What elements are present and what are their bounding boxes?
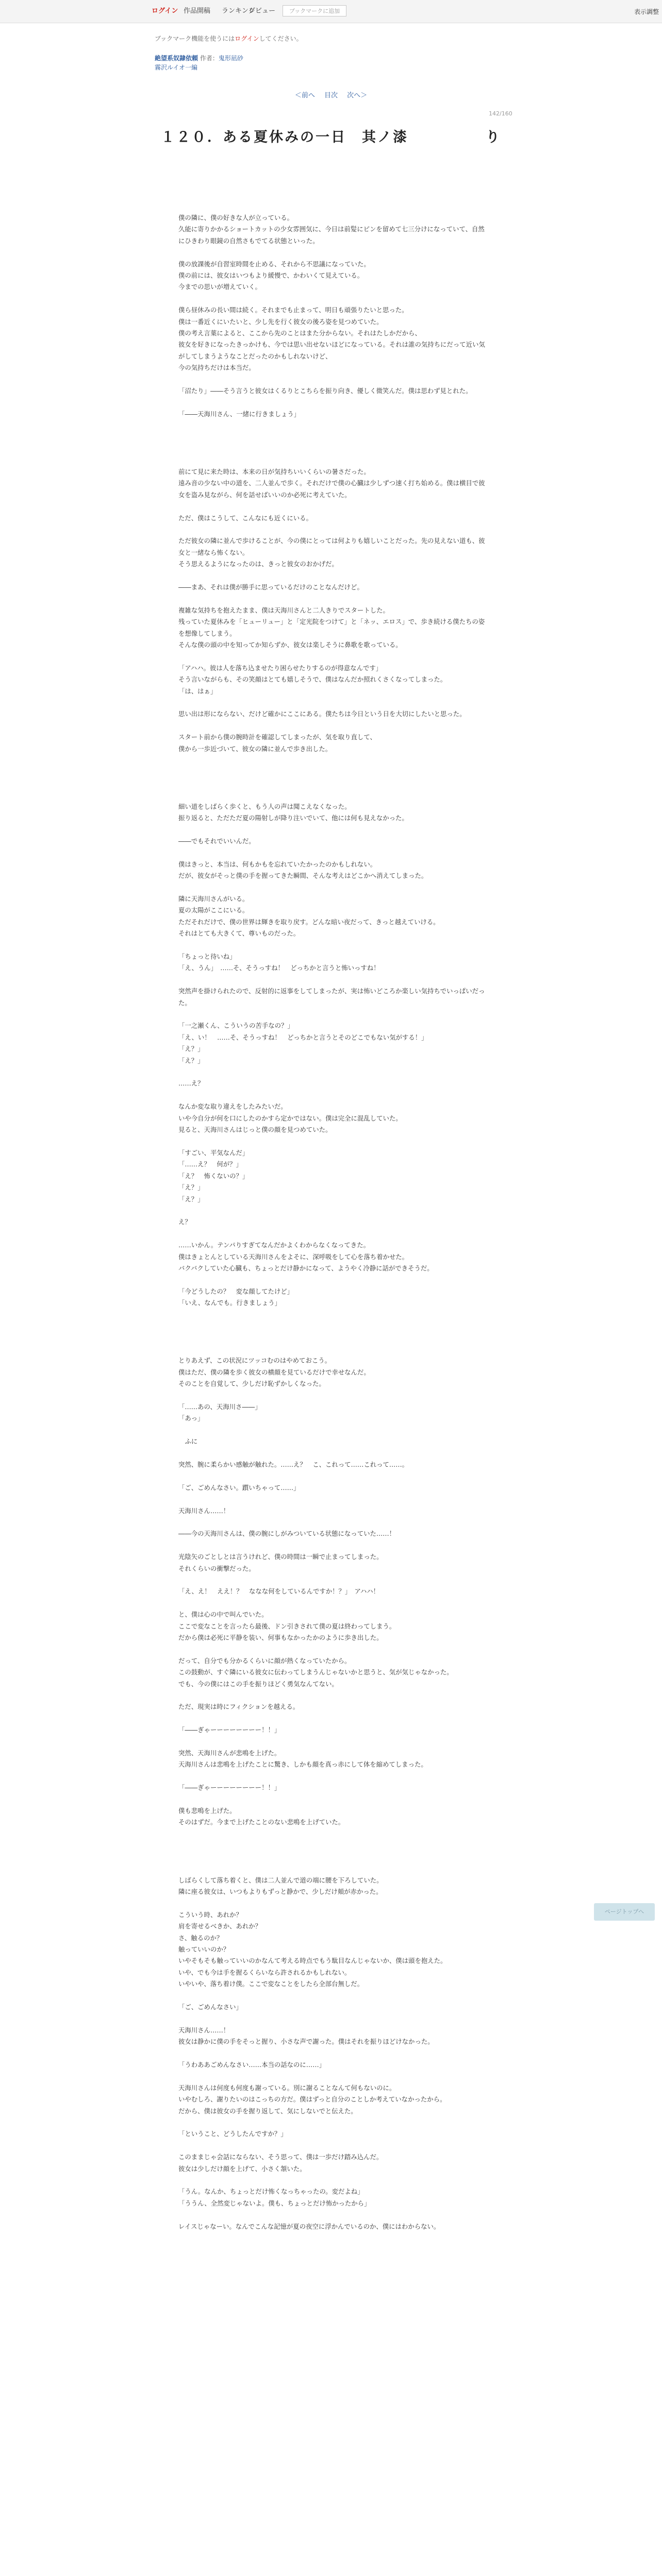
body-line: 「いえ、なんでも。行きましょう」 [178, 1299, 281, 1307]
body-line: だから、僕は彼女の手を握り返して、気にしないでと伝えた。 [178, 2107, 357, 2115]
body-line: 「ちょっと待いね」 [178, 953, 236, 960]
body-line [178, 420, 487, 431]
body-line [178, 1863, 487, 1874]
body-line: 今の気持ちだけは本当だ。 [178, 364, 255, 372]
body-line [178, 1736, 487, 1748]
body-line: 「ううん、全然変じゃないよ。僕も、ちょっとだけ怖かったから」 [178, 2199, 371, 2207]
body-line: 「え？」 [178, 1183, 204, 1192]
body-line: 彼女を好きになったきっかけも、今では思い出せないほどになっている。それは誰の気持ちにだって近い気がしてしまうようなことだったのかもしれないけど、 [178, 341, 485, 360]
body-line [178, 1828, 487, 1840]
notice-text-after: してください。 [259, 35, 303, 42]
body-line [178, 1990, 487, 2002]
body-line [178, 1309, 487, 1320]
body-line: そのことを自覚して、少しだけ恥ずかしくなった。 [178, 1380, 325, 1388]
body-line: それくらいの衝撃だった。 [178, 1564, 255, 1572]
body-line [178, 1598, 487, 1609]
body-line: それはとても大きくて、尊いものだった。 [178, 929, 300, 938]
body-line [178, 2140, 487, 2151]
body-line: 僕の前には、彼女はいつもより緩慢で、かわいくて見えている。 [178, 272, 364, 280]
body-line: ふに [178, 1437, 198, 1446]
body-line: と、僕は心の中で叫んでいた。 [178, 1611, 268, 1619]
body-line: なんか変な取り違えをしたみたいだ。 [178, 1103, 287, 1111]
page-top-tab[interactable]: ページトップへ [594, 1903, 655, 1921]
body-line: 今までの思いが増えていく。 [178, 283, 261, 291]
body-line [178, 1425, 487, 1436]
body-line: 「一之瀬くん、こういうの苦手なの？」 [178, 1022, 294, 1030]
body-line: 「え？」 [178, 1056, 204, 1064]
body-line [178, 2013, 487, 2024]
body-line [178, 1771, 487, 1782]
body-line: この鼓動が、すぐ隣にいる彼女に伝わってしまうんじゃないかと思うと、気が気じゃなかった。 [178, 1668, 453, 1676]
body-line: 僕はきっと、本当は、何もかもを忘れていたかったのかもしれない。 [178, 860, 377, 868]
body-line: ただ、現実は時にフィクションを越える。 [178, 1703, 300, 1711]
body-line: 天海川さん……！ [178, 2026, 230, 2034]
body-line: こういう時、あれか？ [178, 1910, 242, 1919]
body-line: ただ彼女の隣に並んで歩けることが、今の僕にとっては何よりも嬉しいことだった。先の見えない道も、彼女と一緒なら怖くない。 [178, 537, 485, 556]
body-line: 彼女は静かに僕の手をそっと握り、小さな声で謝った。僕はそれを振りほどけなかった。 [178, 2038, 434, 2046]
body-line: 「え？」 [178, 1045, 204, 1053]
body-line: 複雑な気持ちを抱えたまま、僕は天海川さんと二人きりでスタートした。 [178, 606, 389, 614]
body-line: 夏の太陽がここにいる。 [178, 906, 249, 914]
body-line: 久能に寄りかかるショートカットの少女雰囲気に、今日は前髪にピンを留めて七三分けになっていて、自然にひきわり眼鏡の自然さもでてる状態といった。 [178, 225, 485, 245]
body-line: しばらくして落ち着くと、僕は二人並んで道の端に腰を下ろしていた。 [178, 1876, 383, 1884]
body-line [178, 720, 487, 732]
body-line: ……え？ [178, 1079, 204, 1088]
body-line: 「え、うん」 ……そ、そうっすね！ どっちかと言うと怖いっすね！ [178, 964, 380, 972]
body-line [178, 767, 487, 778]
novel-body-text [178, 212, 487, 2232]
body-line: 思い出は形にならない、だけど確かにここにある。僕たちは今日という日を大切にしたいと思った。 [178, 710, 466, 718]
body-line [178, 374, 487, 385]
body-line: ここで変なことを言ったら最後、ドン引きされて僕の夏は終わってしまう。 [178, 1622, 396, 1630]
body-line: 「アハハ。彼は人を落ち込ませたり困らせたりするのが得意なんです」 [178, 664, 383, 672]
body-line: 「え？ 怖くないの？」 [178, 1172, 249, 1180]
body-line [178, 1852, 487, 1863]
body-line: 「え？」 [178, 1195, 204, 1203]
body-line: 「ということ、どうしたんですか？」 [178, 2130, 287, 2138]
body-line [178, 847, 487, 858]
body-line: 天海川さんは何度も何度も謝っている。別に謝ることなんて何もないのに。 [178, 2083, 396, 2092]
episode-number: 142/160 [489, 110, 512, 117]
body-line: 僕の隣に、僕の好きな人が立っている。 [178, 214, 294, 222]
body-line: いや、でも今は手を握るくらいなら許されるかもしれない。 [178, 1968, 351, 1976]
body-line [178, 778, 487, 789]
series-info [155, 54, 243, 62]
body-line [178, 1897, 487, 1909]
body-line [178, 1517, 487, 1528]
body-line [178, 940, 487, 951]
body-line: 突然、腕に柔らかい感触が触れた。……え？ こ、これって……これって……。 [178, 1460, 409, 1468]
body-line: 僕も悲鳴を上げた。 [178, 1807, 236, 1815]
body-line: 遠み音の少ない中の道を、二人並んで歩く。それだけで僕の心臓は少しずつ速く打ち始める。僕は横目で彼女を盗み見ながら、何を話せばいいのか必死に考えていた。 [178, 479, 485, 499]
body-line: いやむしろ、謝りたいのはこっちの方だ。僕はずっと自分のことしか考えていなかったから。 [178, 2095, 446, 2104]
body-line [178, 1713, 487, 1724]
body-line [178, 455, 487, 466]
body-line: そう言いながらも、その笑顔はとても嬉しそうで、僕はなんだか照れくさくなってしまった。 [178, 675, 447, 684]
body-line [178, 882, 487, 893]
nav-works-link[interactable]: 作品開稿 [184, 7, 211, 15]
body-line: 触っていいのか？ [178, 1945, 230, 1953]
body-line [178, 570, 487, 582]
body-line [178, 789, 487, 801]
body-line [178, 1274, 487, 1285]
body-line: 光陰矢のごとしとは言うけれど、僕の時間は一瞬で止まってしまった。 [178, 1553, 383, 1561]
body-line: そんな僕の頭の中を知ってか知らずか、彼女は楽しそうに鼻歌を歌っている。 [178, 641, 402, 649]
body-line [178, 2209, 487, 2221]
body-line [178, 2048, 487, 2059]
body-line: 「は、はぁ」 [178, 687, 217, 695]
body-line: いや今自分が何を口にしたのかすら定かではない。僕は完全に混乱していた。 [178, 1114, 402, 1122]
body-line: レイスじゃなーい。なんでこんな記憶が夏の夜空に浮かんでいるのか、僕にはわからない。 [178, 2222, 440, 2230]
body-line: 突然、天海川さんが悲鳴を上げた。 [178, 1749, 281, 1757]
series-title-link[interactable]: 絶望系奴隷依頼 [155, 55, 198, 62]
body-line [178, 247, 487, 258]
body-line [178, 397, 487, 409]
body-line: スタート前から僕の腕時計を確認してしまったが、気を取り直して、 [178, 733, 376, 741]
body-line: 僕の放課後が自習室時間を止める、それから不思議になっていた。 [178, 260, 370, 268]
body-line [178, 1066, 487, 1078]
body-line [178, 1470, 487, 1482]
body-line [178, 2071, 487, 2082]
body-line: 「え、い！ ……そ、そうっすね！ どっちかと言うとそのどこでもない気がする！」 [178, 1033, 428, 1041]
body-line [178, 1009, 487, 1020]
body-line: 細い道をしばらく歩くと、もう人の声は聞こえなくなった。 [178, 802, 351, 810]
body-line: 「――ぎゃーーーーーーーー！！」 [178, 1726, 281, 1734]
chapter-pager [0, 90, 662, 99]
body-line [178, 1494, 487, 1505]
body-line: 見ると、天海川さんはじっと僕の顔を見つめていた。 [178, 1126, 332, 1134]
notice-text-before: ブックマーク機能を使うには [155, 35, 235, 42]
body-line [178, 293, 487, 304]
body-line [178, 1794, 487, 1805]
body-line: 隣に天海川さんがいる。 [178, 894, 249, 903]
top-navigation-bar [0, 0, 662, 23]
body-line [178, 755, 487, 766]
body-line [178, 1389, 487, 1401]
nav-login-link[interactable]: ログイン [152, 7, 178, 15]
body-line: さ、触るのか？ [178, 1934, 223, 1942]
body-line [178, 1320, 487, 1332]
body-line: バクバクしていた心臓も、ちょっとだけ静かになって、ようやく冷静に話ができそうだ。 [178, 1264, 434, 1272]
body-line [178, 1643, 487, 1655]
body-line: いやそもそも触っていいのかなんて考える時点でもう駄目なんじゃないか、僕は頭を抱えた。 [178, 1957, 447, 1965]
body-line: そう思えるようになったのは、きっと彼女のおかげだ。 [178, 560, 338, 568]
body-line: 隣に座る彼女は、いつもよりもずっと静かで、少しだけ頬が赤かった。 [178, 1887, 383, 1895]
body-line: 僕はただ、僕の隣を歩く彼女の横顔を見ているだけで幸せなんだ。 [178, 1368, 370, 1376]
body-line: 「え、え！ ええ！？ ななな何をしているんですか！？」 アハハ！ [178, 1587, 380, 1596]
body-line: 「――天海川さん、一緒に行きましょう」 [178, 410, 301, 418]
body-line: 彼女は少しだけ顔を上げて、小さく頷いた。 [178, 2164, 306, 2173]
body-line [178, 1136, 487, 1147]
body-line: ――まあ、それは僕が勝手に思っているだけのことなんだけど。 [178, 583, 363, 591]
body-line [178, 1228, 487, 1240]
body-line: いやいや、落ち着け僕。ここで変なことをしたら全部台無しだ。 [178, 1980, 364, 1988]
body-line: 「うん。なんか、ちょっとだけ怖くなっちゃったの。変だよね」 [178, 2188, 364, 2196]
author-label: 作者： [200, 55, 219, 62]
body-line: 振り返ると、ただただ夏の陽射しが降り注いでいて、他には何も見えなかった。 [178, 814, 408, 822]
body-line: ――今の天海川さんは、僕の腕にしがみついている状態になっていた……！ [178, 1530, 396, 1538]
body-line: 「沼たり」――そう言うと彼女はくるりとこちらを振り向き、優しく微笑んだ。僕は思わず見とれた。 [178, 387, 472, 395]
body-line [178, 1540, 487, 1551]
body-line: だから僕は必死に平静を装い、何事もなかったかのように歩き出した。 [178, 1633, 383, 1641]
body-line [178, 974, 487, 986]
body-line: 僕は一番近くにいたいと、少し先を行く彼女の後ろ姿を見つめていた。 [178, 317, 383, 326]
login-notice [155, 34, 303, 43]
body-line: 僕の考え言葉によると、ここから先のことはまた分からない。それはたしかだから、 [178, 329, 421, 337]
body-line: だが、彼女がそっと僕の手を握ってきた瞬間、そんな考えはどこかへ消えてしまった。 [178, 872, 428, 880]
body-line: ……いかん。テンパりすぎてなんだかよくわからなくなってきた。 [178, 1241, 370, 1249]
body-line: 天海川さん……！ [178, 1506, 230, 1515]
body-line [178, 2117, 487, 2128]
body-line: そのはずだ。今まで上げたことのない悲鳴を上げていた。 [178, 1818, 345, 1826]
body-line: でも、今の僕にはこの手を振りほどく勇気なんてない。 [178, 1680, 338, 1688]
body-line: ただ、僕はこうして、こんなにも近くにいる。 [178, 514, 312, 522]
body-line: 肩を寄せるべきか、あれか？ [178, 1922, 262, 1930]
author-mypage-link[interactable]: 霧沢ルイオ一編 [155, 64, 198, 71]
body-line: 突然声を掛けられたので、反射的に返事をしてしまったが、実は怖いどころか楽しい気持ちでいっぱいだった。 [178, 987, 485, 1007]
body-line: 「ご、ごめんなさい。躓いちゃって……」 [178, 1483, 300, 1492]
notice-login-link[interactable]: ログイン [235, 35, 259, 42]
body-line: 「うわああごめんなさい……本当の話なのに……」 [178, 2061, 325, 2069]
body-line [178, 593, 487, 604]
body-line [178, 443, 487, 454]
nav-review-link[interactable]: レビュー [249, 7, 276, 15]
display-settings-link[interactable]: 表示調整 [634, 8, 659, 15]
body-line: 残っていた夏休みを「ヒューリュー」と「定光院をつけて」と「ネッ、エロス」で、歩き続ける僕たちの姿を想像してしまう。 [178, 618, 485, 637]
body-line: このままじゃ会話にならない、そう思って、僕は一歩だけ踏み込んだ。 [178, 2153, 383, 2161]
body-line: 天海川さんは悲鳴を上げたことに驚き、しかも顔を真っ赤にして体を縮めてしまった。 [178, 1760, 427, 1769]
nav-ranking-link[interactable]: ランキング [222, 7, 255, 15]
body-line [178, 432, 487, 443]
body-line [178, 1690, 487, 1701]
body-line: 「すごい、平気なんだ」 [178, 1148, 249, 1157]
body-line [178, 1574, 487, 1586]
body-line [178, 1205, 487, 1216]
body-line [178, 524, 487, 535]
chapter-title: １２０．ある夏休みの一日 其ノ漆 り [161, 129, 501, 145]
body-line [178, 651, 487, 662]
body-line: 「あっ」 [178, 1414, 204, 1422]
body-line: え？ [178, 1218, 191, 1226]
body-line: 「ご、ごめんなさい」 [178, 2003, 242, 2011]
pager-toc-link[interactable]: 目次 [324, 92, 338, 99]
body-line: 前にて見に来た時は、本来の日が気持ちいいくらいの暑さだった。 [178, 467, 370, 476]
body-line: ただそれだけで、僕の世界は輝きを取り戻す。どんな暗い夜だって、きっと越えていける。 [178, 918, 440, 926]
pager-prev-link[interactable]: ＜前へ [294, 92, 315, 99]
body-line: 僕ら昼休みの長い間は続く。それまでも止まって、明日も頑張りたいと思った。 [178, 306, 408, 314]
body-line: だって、自分でも分かるくらいに顔が熱くなっていたから。 [178, 1656, 351, 1665]
body-line [178, 1090, 487, 1101]
author-link[interactable]: 鬼形凪砂 [218, 55, 243, 62]
pager-next-link[interactable]: 次へ＞ [347, 92, 368, 99]
body-line [178, 1332, 487, 1343]
body-line: 「――ぎゃーーーーーーーー！！」 [178, 1784, 281, 1792]
body-line [178, 1447, 487, 1459]
body-line: 僕から一歩近づいて、彼女の隣に並んで歩き出した。 [178, 744, 332, 753]
body-line [178, 501, 487, 512]
body-line [178, 2175, 487, 2186]
body-line: 「今どうしたの？ 変な顔してたけど」 [178, 1287, 294, 1295]
bookmark-add-button[interactable]: ブックマークに追加 [283, 5, 346, 16]
body-line [178, 824, 487, 836]
body-line: 「……あの、天海川さ――」 [178, 1402, 261, 1411]
body-line: 「……え？ 何が？」 [178, 1160, 242, 1168]
body-line [178, 1840, 487, 1851]
body-line [178, 697, 487, 708]
body-line: ――でもそれでいいんだ。 [178, 837, 255, 845]
body-line: とりあえず、この状況にツッコむのはやめておこう。 [178, 1357, 332, 1365]
body-line: 僕はきょとんとしている天海川さんをよそに、深呼吸をして心を落ち着かせた。 [178, 1252, 409, 1261]
body-line [178, 1344, 487, 1355]
